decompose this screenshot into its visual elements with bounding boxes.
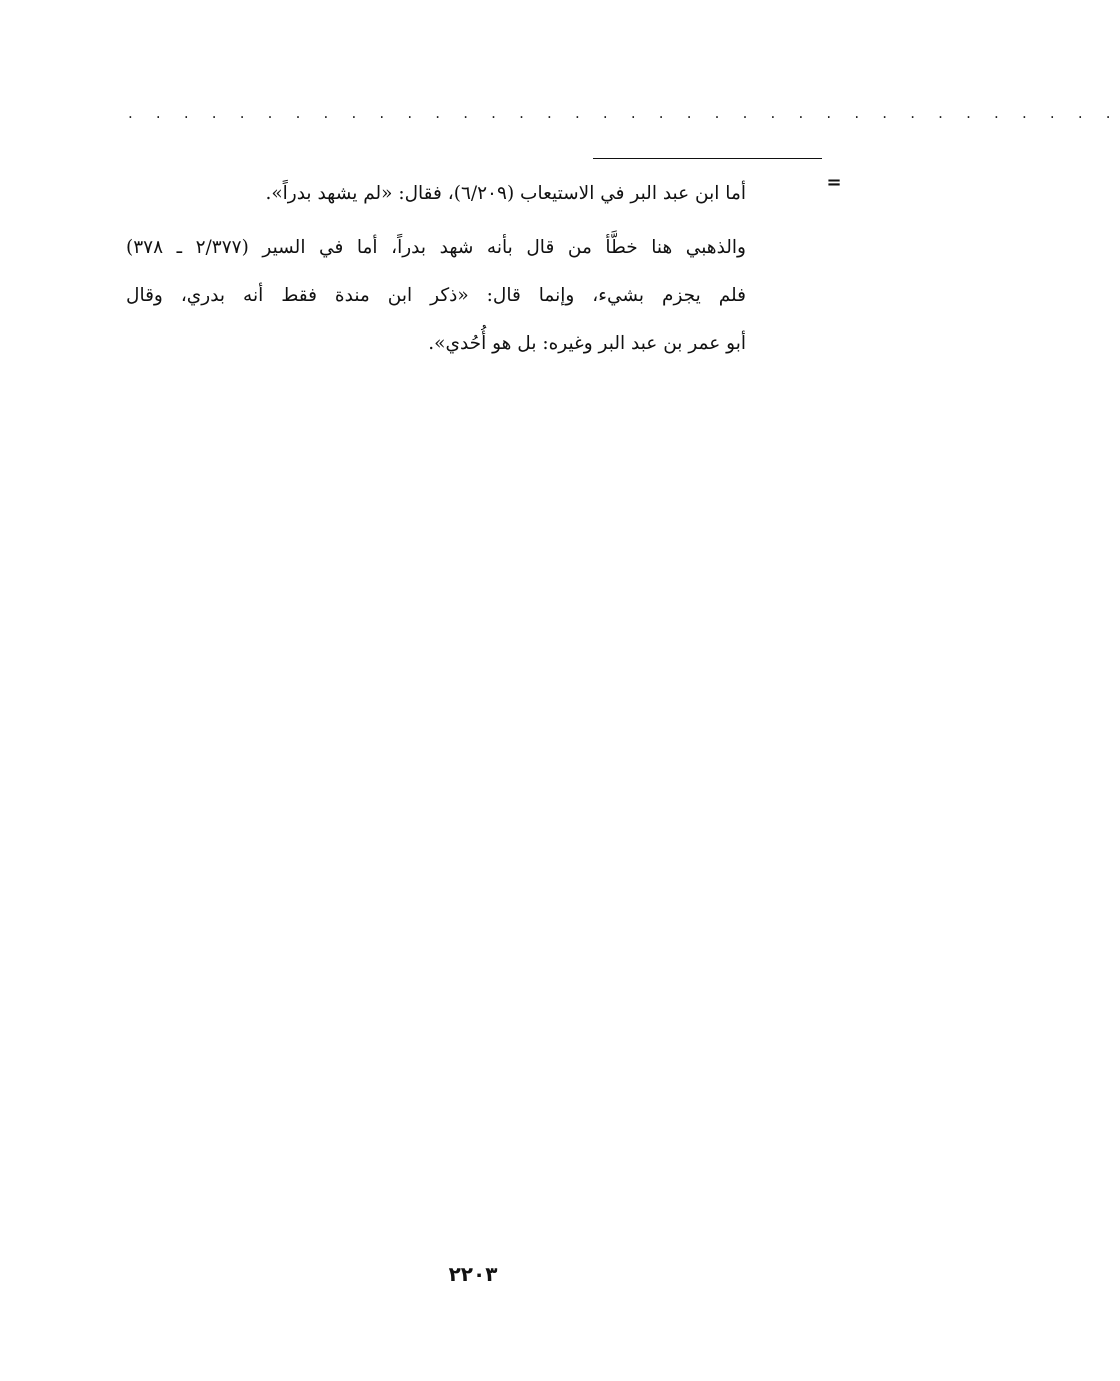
- footnote-rule: [593, 158, 822, 159]
- footnote-line: والذهبي هنا خطَّأ من قال بأنه شهد بدراً، أما في السير (٢/٣٧٧ ـ ٣٧٨): [126, 237, 746, 258]
- page-number: ٢٢٠٣: [448, 1262, 498, 1286]
- footnote-line: أما ابن عبد البر في الاستيعاب (٦/٢٠٩)، فقال: «لم يشهد بدراً».: [265, 183, 746, 204]
- footnote-line: أبو عمر بن عبد البر وغيره: بل هو أُحُدي».: [428, 333, 746, 354]
- dotted-separator: . . . . . . . . . . . . . . . . . . . . . . . . . . . . . . . . . . . .: [128, 104, 1120, 122]
- footnote-line: فلم يجزم بشيء، وإنما قال: «ذكر ابن مندة فقط أنه بدري، وقال: [126, 285, 746, 306]
- footnote-continuation-mark: =: [826, 172, 842, 193]
- footnote-text: [126, 170, 746, 368]
